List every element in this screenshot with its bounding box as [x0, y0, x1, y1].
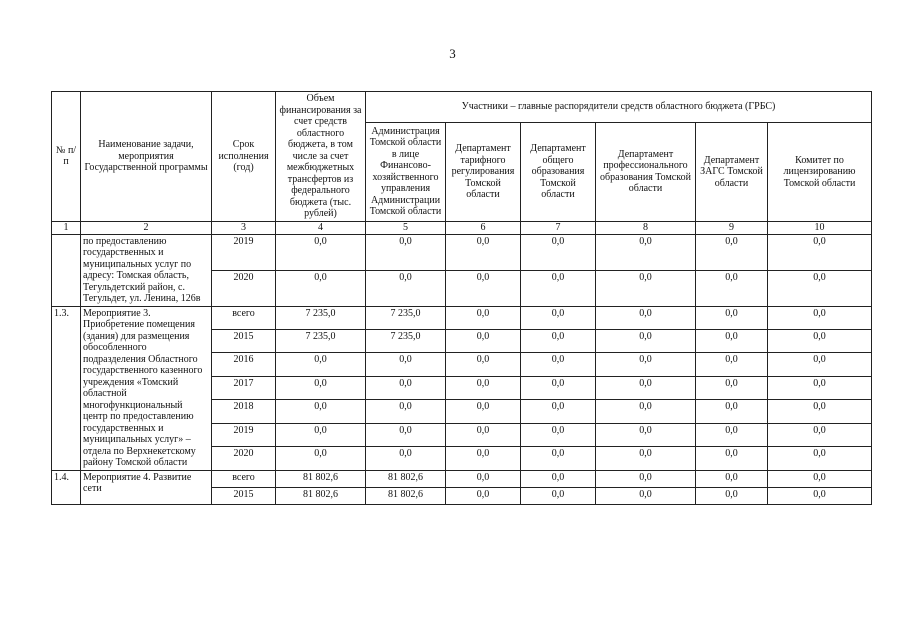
- col-number: 6: [446, 221, 521, 234]
- amount-cell: 0,0: [596, 400, 696, 423]
- amount-cell: 0,0: [596, 447, 696, 470]
- amount-cell: 0,0: [521, 234, 596, 270]
- amount-cell: 0,0: [596, 487, 696, 504]
- col-number: 1: [52, 221, 81, 234]
- amount-cell: 0,0: [446, 423, 521, 446]
- amount-cell: 0,0: [521, 447, 596, 470]
- amount-cell: 0,0: [696, 376, 768, 399]
- amount-cell: 0,0: [366, 423, 446, 446]
- amount-cell: 0,0: [521, 329, 596, 352]
- amount-cell: 0,0: [596, 329, 696, 352]
- amount-cell: 81 802,6: [366, 487, 446, 504]
- amount-cell: 0,0: [366, 400, 446, 423]
- amount-cell: 0,0: [446, 270, 521, 306]
- year-cell: 2018: [212, 400, 276, 423]
- amount-cell: 0,0: [696, 423, 768, 446]
- amount-cell: 0,0: [696, 306, 768, 329]
- header-participant-8: Департамент профессионального образования Томской области: [596, 123, 696, 222]
- amount-cell: 0,0: [768, 423, 872, 446]
- amount-cell: 0,0: [768, 329, 872, 352]
- amount-cell: 7 235,0: [366, 329, 446, 352]
- amount-cell: 0,0: [446, 353, 521, 376]
- amount-cell: 0,0: [768, 400, 872, 423]
- item-number: 1.4.: [52, 470, 81, 504]
- amount-cell: 0,0: [596, 470, 696, 487]
- amount-cell: 0,0: [768, 376, 872, 399]
- item-name: Мероприятие 4. Развитие сети: [81, 470, 212, 504]
- year-cell: 2016: [212, 353, 276, 376]
- item-number: [52, 234, 81, 306]
- table-row: [52, 306, 872, 329]
- header-volume: Объем финансирования за счет средств областного бюджета, в том числе за счет межбюджетных трансфертов из федерального бюджета (тыс. рублей): [276, 92, 366, 222]
- amount-cell: 0,0: [696, 470, 768, 487]
- amount-cell: 0,0: [696, 234, 768, 270]
- header-participant-10: Комитет по лицензированию Томской области: [768, 123, 872, 222]
- amount-cell: 0,0: [521, 306, 596, 329]
- year-cell: 2015: [212, 487, 276, 504]
- amount-cell: 0,0: [446, 376, 521, 399]
- amount-cell: 0,0: [276, 376, 366, 399]
- amount-cell: 0,0: [276, 234, 366, 270]
- amount-cell: 0,0: [446, 487, 521, 504]
- header-participant-7: Департамент общего образования Томской области: [521, 123, 596, 222]
- amount-cell: 0,0: [696, 270, 768, 306]
- amount-cell: 0,0: [521, 470, 596, 487]
- year-cell: 2019: [212, 423, 276, 446]
- amount-cell: 0,0: [276, 447, 366, 470]
- column-number-row: [52, 221, 872, 234]
- amount-cell: 0,0: [596, 376, 696, 399]
- amount-cell: 0,0: [446, 400, 521, 423]
- year-cell: 2017: [212, 376, 276, 399]
- amount-cell: 0,0: [521, 423, 596, 446]
- amount-cell: 0,0: [696, 353, 768, 376]
- amount-cell: 0,0: [446, 470, 521, 487]
- header-name: Наименование задачи, мероприятия Государственной программы: [81, 92, 212, 222]
- amount-cell: 0,0: [446, 306, 521, 329]
- amount-cell: 0,0: [276, 400, 366, 423]
- amount-cell: 0,0: [446, 447, 521, 470]
- amount-cell: 0,0: [521, 376, 596, 399]
- amount-cell: 0,0: [768, 270, 872, 306]
- amount-cell: 0,0: [696, 329, 768, 352]
- amount-cell: 0,0: [521, 270, 596, 306]
- header-year: Срок исполнения (год): [212, 92, 276, 222]
- col-number: 9: [696, 221, 768, 234]
- header-participant-9: Департамент ЗАГС Томской области: [696, 123, 768, 222]
- amount-cell: 0,0: [596, 306, 696, 329]
- amount-cell: 0,0: [696, 400, 768, 423]
- amount-cell: 0,0: [276, 353, 366, 376]
- amount-cell: 0,0: [596, 234, 696, 270]
- amount-cell: 0,0: [521, 400, 596, 423]
- amount-cell: 0,0: [366, 376, 446, 399]
- page-number: 3: [449, 46, 456, 61]
- table-row: [52, 470, 872, 487]
- header-participant-5: Администрация Томской области в лице Финансово-хозяйственного управления Администрации Томской области: [366, 123, 446, 222]
- item-name: Мероприятие 3. Приобретение помещения (здания) для размещения обособленного подразделения Областного государственного казенного учреждения «Томский областной многофункциональный центр по предоставлению государственных и муниципальных услуг» – отдела по Верхнекетскому району Томской области: [81, 306, 212, 470]
- amount-cell: 0,0: [446, 329, 521, 352]
- item-name: по предоставлению государственных и муниципальных услуг по адресу: Томская область, Тегульдетский район, с. Тегульдет, ул. Ленина, 126в: [81, 234, 212, 306]
- amount-cell: 0,0: [366, 447, 446, 470]
- year-cell: 2020: [212, 447, 276, 470]
- year-cell: всего: [212, 470, 276, 487]
- amount-cell: 0,0: [768, 306, 872, 329]
- amount-cell: 0,0: [596, 423, 696, 446]
- amount-cell: 81 802,6: [276, 487, 366, 504]
- amount-cell: 0,0: [446, 234, 521, 270]
- amount-cell: 0,0: [366, 234, 446, 270]
- amount-cell: 7 235,0: [276, 306, 366, 329]
- amount-cell: 7 235,0: [366, 306, 446, 329]
- amount-cell: 0,0: [768, 234, 872, 270]
- amount-cell: 0,0: [768, 447, 872, 470]
- item-number: 1.3.: [52, 306, 81, 470]
- amount-cell: 0,0: [768, 487, 872, 504]
- year-cell: 2015: [212, 329, 276, 352]
- amount-cell: 0,0: [596, 270, 696, 306]
- amount-cell: 0,0: [768, 353, 872, 376]
- table-body: [52, 234, 872, 504]
- col-number: 10: [768, 221, 872, 234]
- amount-cell: 0,0: [276, 270, 366, 306]
- year-cell: всего: [212, 306, 276, 329]
- col-number: 7: [521, 221, 596, 234]
- col-number: 8: [596, 221, 696, 234]
- amount-cell: 0,0: [596, 353, 696, 376]
- amount-cell: 0,0: [521, 487, 596, 504]
- header-participant-6: Департамент тарифного регулирования Томской области: [446, 123, 521, 222]
- amount-cell: 0,0: [696, 487, 768, 504]
- amount-cell: 81 802,6: [366, 470, 446, 487]
- col-number: 4: [276, 221, 366, 234]
- amount-cell: 0,0: [696, 447, 768, 470]
- col-number: 3: [212, 221, 276, 234]
- amount-cell: 81 802,6: [276, 470, 366, 487]
- col-number: 2: [81, 221, 212, 234]
- amount-cell: 0,0: [366, 270, 446, 306]
- header-participants: Участники – главные распорядители средств областного бюджета (ГРБС): [366, 92, 872, 123]
- amount-cell: 7 235,0: [276, 329, 366, 352]
- col-number: 5: [366, 221, 446, 234]
- year-cell: 2019: [212, 234, 276, 270]
- financing-table: [51, 91, 872, 505]
- amount-cell: 0,0: [276, 423, 366, 446]
- amount-cell: 0,0: [366, 353, 446, 376]
- amount-cell: 0,0: [521, 353, 596, 376]
- year-cell: 2020: [212, 270, 276, 306]
- header-num: № п/п: [52, 92, 81, 222]
- amount-cell: 0,0: [768, 470, 872, 487]
- table-header: [52, 92, 872, 235]
- table-row: [52, 234, 872, 270]
